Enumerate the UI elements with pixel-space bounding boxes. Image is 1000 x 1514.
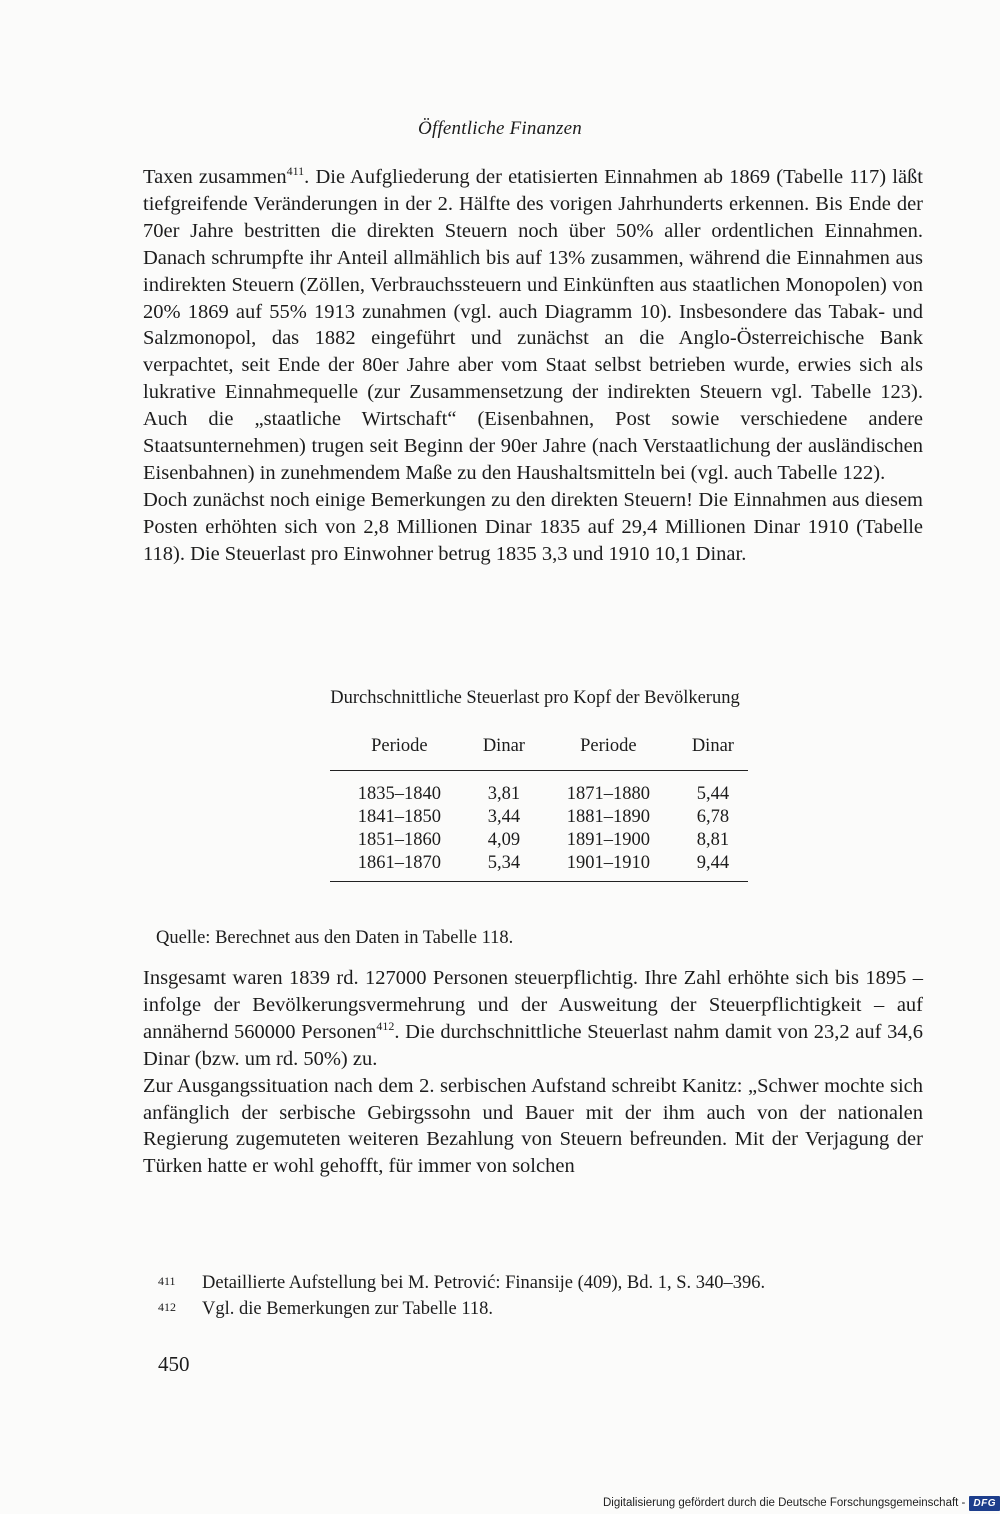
- paragraph-text: Taxen zusammen: [143, 166, 287, 188]
- paragraph-text: . Die durchschnittliche Steuerlast nahm damit von 23,2 auf 34,6 Dinar (bzw. um rd. 50%) zu.: [143, 1020, 923, 1070]
- footnote-number: 412: [158, 1300, 176, 1314]
- footer-text: Digitalisierung gefördert durch die Deutsche Forschungsgemeinschaft -: [602, 1497, 966, 1509]
- page-number: 450: [158, 1352, 190, 1376]
- footnote: [158, 1296, 765, 1322]
- paragraph: [143, 965, 923, 1073]
- table-cell: 4,09: [487, 830, 521, 850]
- footnote-text: Vgl. die Bemerkungen zur Tabelle 118.: [202, 1299, 494, 1319]
- table-cell: 6,78: [696, 807, 730, 827]
- table-cell: 9,44: [696, 853, 730, 873]
- table-row: [330, 771, 748, 807]
- body-text-bottom: [143, 965, 923, 1180]
- table-cell: 1891–1900: [566, 830, 650, 850]
- table-cell: 8,81: [696, 830, 730, 850]
- table-row: [330, 829, 748, 852]
- body-text-top: [143, 164, 923, 568]
- footnote-ref[interactable]: 411: [286, 164, 305, 178]
- table-cell: 1851–1860: [357, 830, 441, 850]
- table-cell: 3,81: [487, 784, 521, 804]
- table-cell: 1901–1910: [566, 853, 650, 873]
- paragraph-text: Insgesamt waren 1839 rd. 127000 Personen steuerpflichtig. Ihre Zahl erhöhte sich bis 1895 – infolge der Bevölkerungsvermehrung und der Ausweitung der Steuerpflichtigkeit – auf annähernd 560000 Personen: [143, 967, 923, 1043]
- paragraph: [143, 164, 923, 487]
- table-source: Quelle: Berechnet aus den Daten in Tabelle 118.: [156, 928, 514, 948]
- table-cell: 1835–1840: [357, 784, 441, 804]
- table-cell: 1861–1870: [357, 853, 441, 873]
- column-header: Dinar: [482, 735, 525, 756]
- table-caption: Durchschnittliche Steuerlast pro Kopf der Bevölkerung: [330, 688, 740, 708]
- column-header: Dinar: [691, 735, 734, 756]
- paragraph: Zur Ausgangssituation nach dem 2. serbischen Aufstand schreibt Kanitz: „Schwer mochte sich anfänglich der serbische Gebirgssohn und Bauer mit der ihm auch von der nationalen Regierung zugemuteten weiteren Bezahlung von Steuern befreunden. Mit der Verjagung der Türken hatte er wohl gehofft, für immer von solchen: [143, 1074, 923, 1178]
- footnote-number: 411: [158, 1274, 176, 1288]
- table-cell: 1881–1890: [566, 807, 650, 827]
- table-header-row: [330, 734, 748, 771]
- tax-burden-table: [330, 734, 748, 882]
- dfg-logo-icon: DFG: [969, 1496, 1000, 1511]
- table-row: [330, 806, 748, 829]
- table-cell: 3,44: [487, 807, 521, 827]
- footnotes: [158, 1270, 765, 1322]
- paragraph: Doch zunächst noch einige Bemerkungen zu den direkten Steuern! Die Einnahmen aus diesem Posten erhöhten sich von 2,8 Millionen Dinar 1835 auf 29,4 Millionen Dinar 1910 (Tabelle 118). Die Steuerlast pro Einwohner betrug 1835 3,3 und 1910 10,1 Dinar.: [143, 488, 923, 565]
- running-head: Öffentliche Finanzen: [418, 118, 582, 139]
- digitization-footer: [603, 1492, 1000, 1514]
- table-cell: 1841–1850: [357, 807, 441, 827]
- column-header: Periode: [580, 735, 637, 756]
- table-row: [330, 852, 748, 882]
- footnote: [158, 1270, 765, 1296]
- table-cell: 5,44: [696, 784, 730, 804]
- table-cell: 1871–1880: [566, 784, 650, 804]
- table-cell: 5,34: [487, 853, 521, 873]
- footnote-text: Detaillierte Aufstellung bei M. Petrović: Finansije (409), Bd. 1, S. 340–396.: [202, 1273, 766, 1293]
- paragraph-text: . Die Aufgliederung der etatisierten Einnahmen ab 1869 (Tabelle 117) läßt tiefgreifende Veränderungen in der 2. Hälfte des vorigen Jahrhunderts erkennen. Bis Ende der 70er Jahre bestritten die direkten Steuern noch über 50% aller ordentlichen Einnahmen. Danach schrumpfte ihr Anteil allmählich bis auf 13% zusammen, während die Einnahmen aus indirekten Steuern (Zöllen, Verbrauchssteuern und Einkünften aus staatlichen Monopolen) von 20% 1869 auf 55% 1913 zunahmen (vgl. auch Diagramm 10). Insbesondere das Tabak- und Salzmonopol, das 1882 eingeführt und zunächst an die Anglo-Österreichische Bank verpachtet, seit Ende der 80er Jahre aber vom Staat selbst betrieben wurde, erwies sich als lukrative Einnahmequelle (zur Zusammensetzung der indirekten Steuern vgl. Tabelle 123). Auch die „staatliche Wirtschaft“ (Eisenbahnen, Post sowie verschiedene andere Staatsunternehmen) trugen seit Beginn der 90er Jahre (nach Verstaatlichung der ausländischen Eisenbahnen) in zunehmendem Maße zu den Haushaltsmitteln bei (vgl. auch Tabelle 122).: [143, 166, 923, 484]
- column-header: Periode: [371, 735, 428, 756]
- footnote-ref[interactable]: 412: [376, 1018, 395, 1033]
